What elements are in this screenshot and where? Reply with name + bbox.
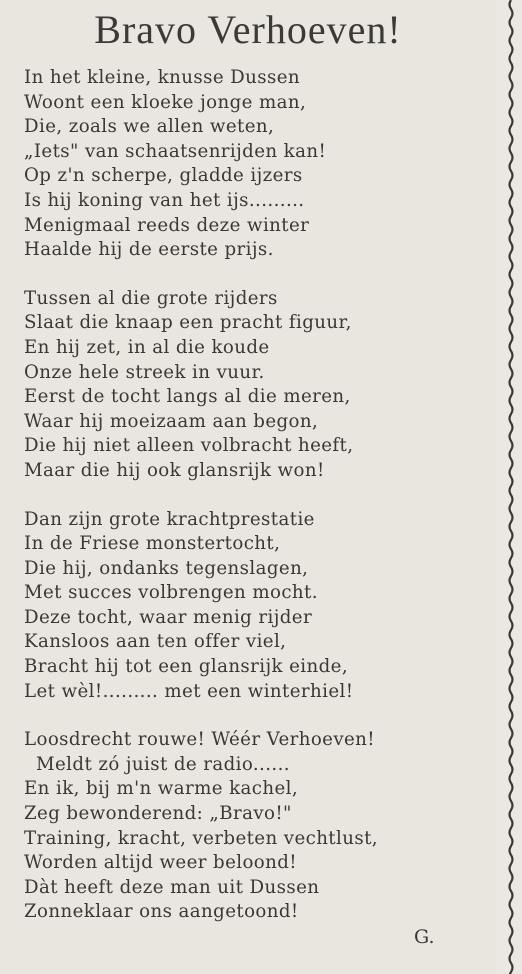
poem-body	[24, 66, 494, 949]
poem-line: Bracht hij tot een glansrijk einde,	[24, 656, 348, 678]
poem-line: Met succes volbrengen mocht.	[24, 582, 318, 604]
poem-line: In het kleine, knusse Dussen	[24, 67, 301, 88]
poem-line: En hij zet, in al die koude	[24, 336, 270, 358]
poem-line: Die hij, ondanks tegenslagen,	[24, 557, 309, 579]
poem-line: Op z'n scherpe, gladde ijzers	[24, 165, 303, 187]
poem-line: Let wèl!......... met een winterhiel!	[24, 680, 354, 702]
poem-line: Waar hij moeizaam aan begon,	[24, 410, 319, 432]
stanza-4	[24, 728, 494, 925]
decorative-border	[498, 0, 522, 974]
poem-line: Die, zoals we allen weten,	[24, 116, 275, 138]
poem-line: Menigmaal reeds deze winter	[24, 214, 310, 236]
poem-line: Is hij koning van het ijs.........	[24, 189, 305, 211]
poem-line: Maar die hij ook glansrijk won!	[24, 459, 325, 481]
poem-line: Dan zijn grote krachtprestatie	[24, 508, 315, 530]
poem-line: Woont een kloeke jonge man,	[24, 91, 307, 113]
stanza-1	[24, 66, 494, 263]
poem-line: Kansloos aan ten offer viel,	[24, 631, 287, 653]
poem-line: Deze tocht, waar menig rijder	[24, 606, 313, 628]
poem-line: Training, kracht, verbeten vechtlust,	[24, 827, 378, 849]
poem-line: Tussen al die grote rijders	[24, 287, 278, 309]
poem-line: Die hij niet alleen volbracht heeft,	[24, 435, 354, 457]
wavy-rule-icon	[506, 0, 516, 974]
poem-line: Eerst de tocht langs al die meren,	[24, 386, 351, 408]
poem-line: Slaat die knaap een pracht figuur,	[24, 312, 352, 334]
poem-line: Worden altijd weer beloond!	[24, 852, 298, 874]
poem-line: Loosdrecht rouwe! Wéér Verhoeven!	[24, 729, 375, 751]
poem-line: Meldt zó juist de radio......	[36, 753, 290, 775]
poem-line: Onze hele streek in vuur.	[24, 361, 265, 383]
poem-line: Zonneklaar ons aangetoond!	[24, 901, 299, 923]
poem-line: Zeg bewonderend: „Bravo!"	[24, 803, 292, 825]
poem-line: Haalde hij de eerste prijs.	[24, 239, 274, 261]
author-signature: G.	[414, 926, 435, 948]
stanza-3	[24, 508, 494, 705]
stanza-2	[24, 287, 494, 484]
poem-line: „Iets" van schaatsenrijden kan!	[24, 140, 327, 162]
poem-line: Dàt heeft deze man uit Dussen	[24, 876, 320, 898]
poem-title: Bravo Verhoeven!	[94, 7, 402, 52]
poem-line: In de Friese monstertocht,	[24, 533, 281, 555]
poem-line: En ik, bij m'n warme kachel,	[24, 778, 299, 800]
